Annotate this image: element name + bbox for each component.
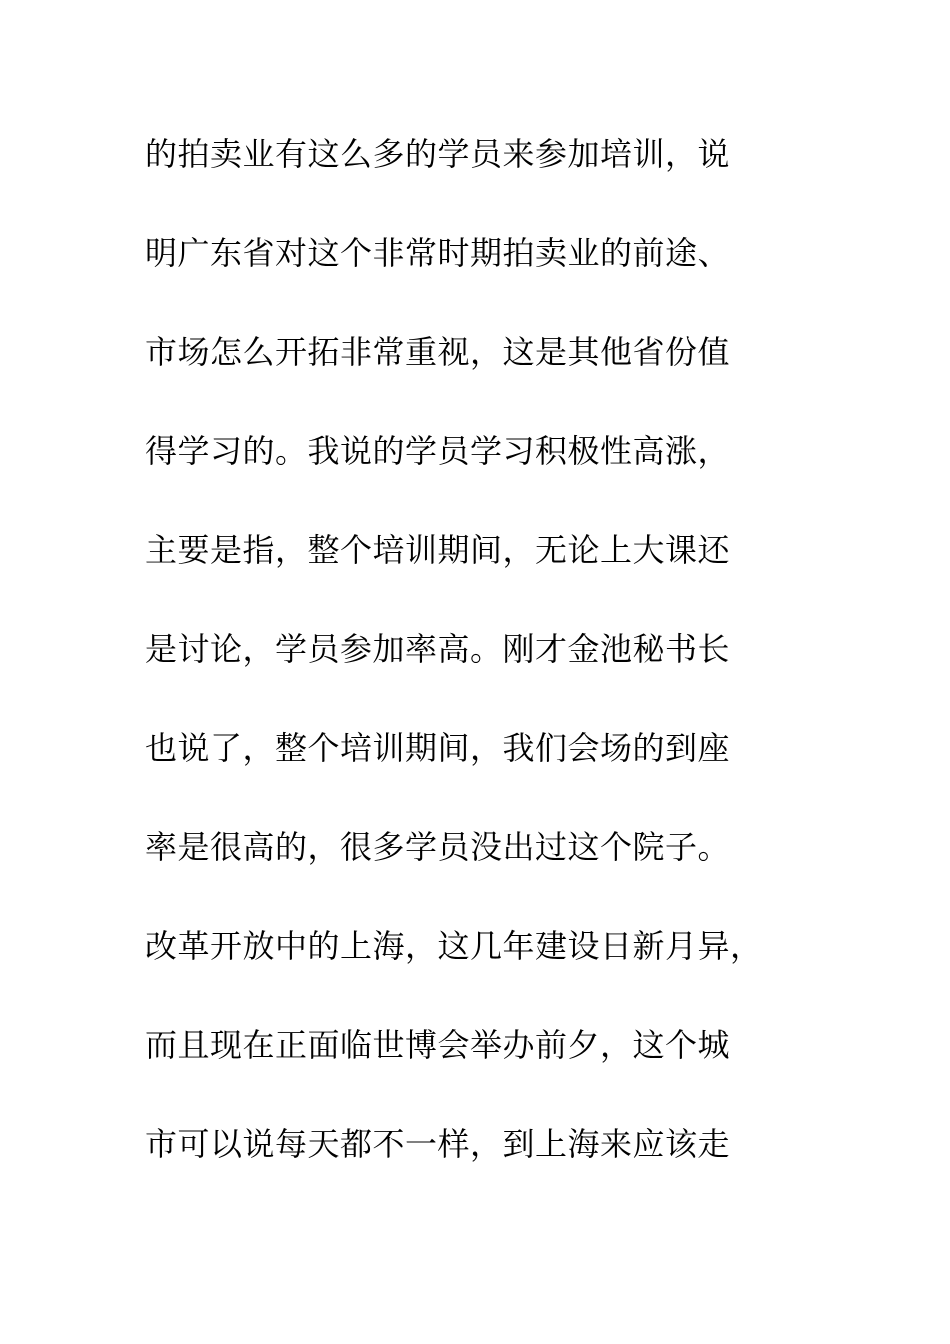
text-line: 市可以说每天都不一样，到上海来应该走 [145, 1125, 731, 1163]
text-line: 改革开放中的上海，这几年建设日新月异， [145, 927, 763, 965]
text-line: 也说了，整个培训期间，我们会场的到座 [145, 729, 731, 767]
text-line: 是讨论，学员参加率高。刚才金池秘书长 [145, 630, 731, 668]
text-line: 得学习的。我说的学员学习积极性高涨， [145, 432, 731, 470]
text-line: 市场怎么开拓非常重视，这是其他省份值 [145, 333, 731, 371]
text-line: 的拍卖业有这么多的学员来参加培训，说 [145, 135, 731, 173]
text-line: 而且现在正面临世博会举办前夕，这个城 [145, 1026, 731, 1064]
body-text [145, 124, 845, 1213]
text-line: 明广东省对这个非常时期拍卖业的前途、 [145, 234, 731, 272]
text-line: 主要是指，整个培训期间，无论上大课还 [145, 531, 731, 569]
text-line: 率是很高的，很多学员没出过这个院子。 [145, 828, 731, 866]
